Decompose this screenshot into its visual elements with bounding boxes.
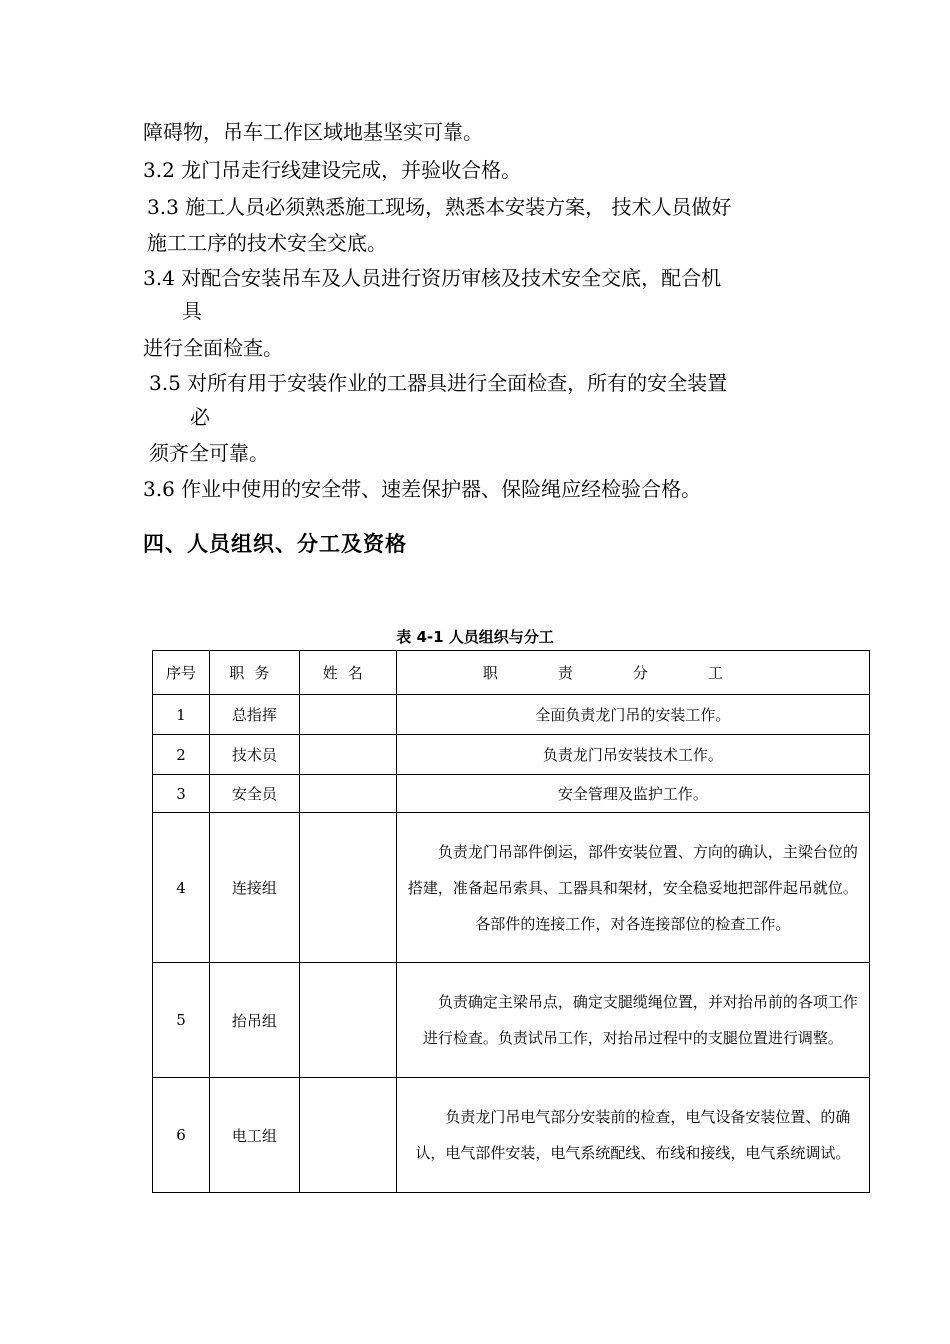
- cell-duty: 全面负责龙门吊的安装工作。: [396, 695, 869, 735]
- cell-role: 抬吊组: [209, 963, 299, 1078]
- cell-duty: 安全管理及监护工作。: [396, 775, 869, 813]
- table-header-row: [153, 651, 870, 695]
- cell-no: 3: [153, 775, 210, 813]
- cell-role: 连接组: [209, 813, 299, 963]
- cell-duty: [396, 813, 869, 963]
- cell-no: 4: [153, 813, 210, 963]
- paragraph-line: 障碍物，吊车工作区域地基坚实可靠。: [143, 120, 483, 144]
- table-row: [153, 695, 870, 735]
- cell-role: 电工组: [209, 1078, 299, 1193]
- duty-text: 负责龙门吊电气部分安装前的检查，电气设备安装位置、的确认，电气部件安装，电气系统配线、布线和接线，电气系统调试。: [415, 1108, 851, 1162]
- cell-no: 5: [153, 963, 210, 1078]
- table-row: [153, 1078, 870, 1193]
- cell-name: [299, 735, 396, 775]
- table-caption: 表 4-1 人员组织与分工: [396, 628, 554, 646]
- cell-name: [299, 695, 396, 735]
- paragraph-line: 3.5 对所有用于安装作业的工器具进行全面检查，所有的安全装置: [149, 371, 728, 395]
- paragraph-line: 3.6 作业中使用的安全带、速差保护器、保险绳应经检验合格。: [143, 477, 702, 501]
- header-duty: 职责分工: [396, 651, 869, 695]
- cell-name: [299, 813, 396, 963]
- table-row: [153, 813, 870, 963]
- paragraph-line: 必: [190, 405, 210, 429]
- cell-name: [299, 1078, 396, 1193]
- table-row: [153, 775, 870, 813]
- paragraph-line: 3.3 施工人员必须熟悉施工现场，熟悉本安装方案， 技术人员做好: [147, 195, 732, 219]
- cell-no: 1: [153, 695, 210, 735]
- cell-no: 2: [153, 735, 210, 775]
- header-role: 职务: [209, 651, 299, 695]
- cell-role: 安全员: [209, 775, 299, 813]
- cell-duty: 负责龙门吊安装技术工作。: [396, 735, 869, 775]
- cell-duty: [396, 963, 869, 1078]
- header-name: 姓名: [299, 651, 396, 695]
- header-no: 序号: [153, 651, 210, 695]
- table-row: [153, 963, 870, 1078]
- table-row: [153, 735, 870, 775]
- paragraph-line: 施工工序的技术安全交底。: [147, 231, 387, 255]
- section-heading: 四、人员组织、分工及资格: [143, 532, 407, 556]
- duty-text: 负责确定主梁吊点，确定支腿缆绳位置，并对抬吊前的各项工作进行检查。负责试吊工作，对抬吊过程中的支腿位置进行调整。: [422, 993, 858, 1047]
- cell-no: 6: [153, 1078, 210, 1193]
- personnel-table: [152, 650, 870, 1193]
- paragraph-line: 进行全面检查。: [143, 336, 283, 360]
- cell-role: 技术员: [209, 735, 299, 775]
- cell-name: [299, 963, 396, 1078]
- cell-role: 总指挥: [209, 695, 299, 735]
- cell-duty: [396, 1078, 869, 1193]
- paragraph-line: 3.2 龙门吊走行线建设完成，并验收合格。: [143, 158, 522, 182]
- paragraph-line: 须齐全可靠。: [149, 441, 269, 465]
- duty-text: 负责龙门吊部件倒运，部件安装位置、方向的确认，主梁台位的搭建，准备起吊索具、工器具和架材，安全稳妥地把部件起吊就位。各部件的连接工作，对各连接部位的检查工作。: [407, 842, 858, 933]
- paragraph-line: 具: [182, 299, 202, 323]
- paragraph-line: 3.4 对配合安装吊车及人员进行资历审核及技术安全交底，配合机: [143, 266, 722, 290]
- cell-name: [299, 775, 396, 813]
